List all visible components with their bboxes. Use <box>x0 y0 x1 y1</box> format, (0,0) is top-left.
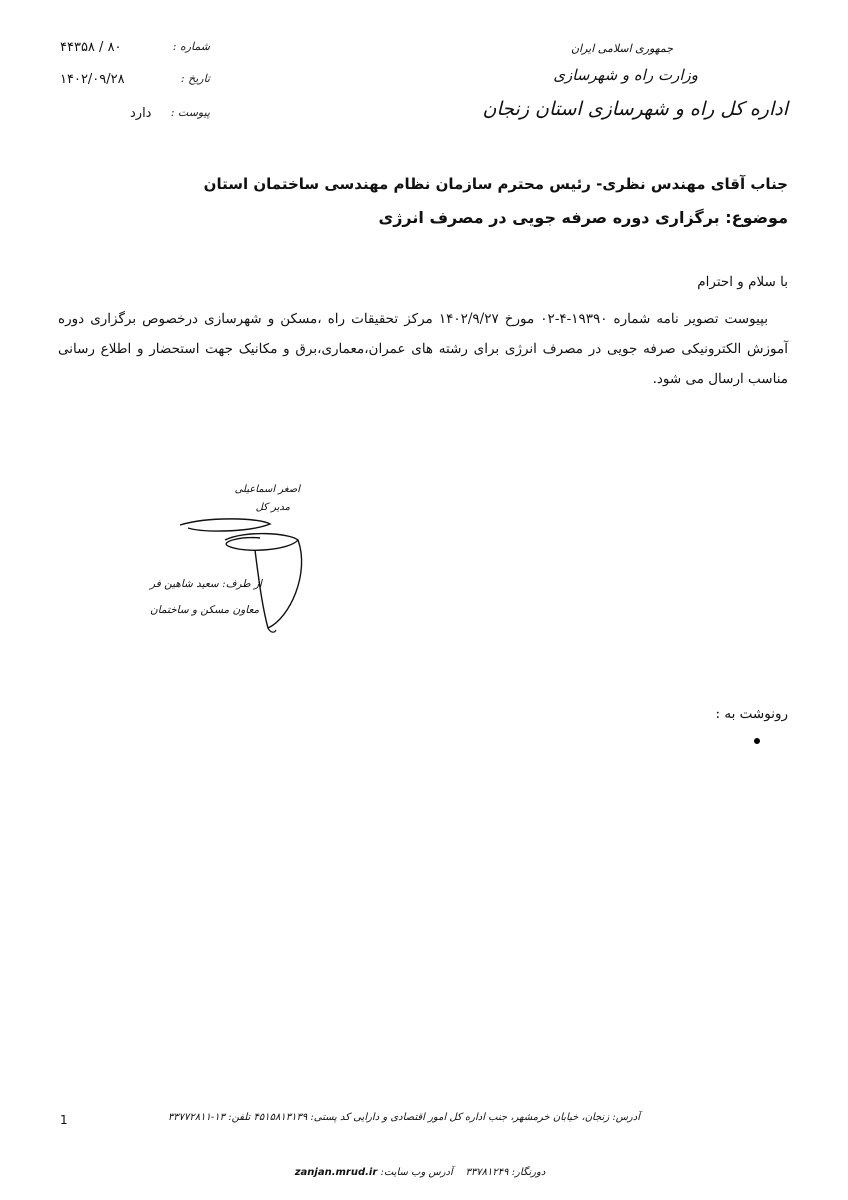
letterhead-republic: جمهوری اسلامی ایران <box>570 42 673 55</box>
footer-site-label: آدرس وب سایت: <box>380 1167 453 1178</box>
letterhead-ministry: وزارت راه و شهرسازی <box>553 66 698 84</box>
letter-date-label: تاریخ : <box>180 72 210 85</box>
cc-label: رونوشت به : <box>715 706 788 722</box>
cc-bullet <box>754 738 760 744</box>
letter-recipient: جناب آقای مهندس نظری- رئیس محترم سازمان نظام مهندسی ساختمان استان <box>203 175 788 193</box>
letter-number-label: شماره : <box>172 40 210 53</box>
footer-site-url[interactable]: zanjan.mrud.ir <box>294 1167 378 1178</box>
letter-body: بپیوست تصویر نامه شماره ۱۹۳۹۰-۴-۰۲ مورخ ۱۴۰۲/۹/۲۷ مرکز تحقیقات راه ،مسکن و شهرسازی درخصوص برگزاری دوره آموزش الکترونیکی صرفه جویی در مصرف انرژی برای رشته های عمران،معماری،برق و مکانیک جهت استحضار و اطلاع رسانی مناسب ارسال می شود. <box>58 311 788 387</box>
letter-subject: موضوع: برگزاری دوره صرفه جویی در مصرف انرژی <box>378 208 788 227</box>
letter-date-value: ۱۴۰۲/۰۹/۲۸ <box>60 72 125 87</box>
letter-greeting: با سلام و احترام <box>697 274 788 290</box>
letter-attachment-label: پیوست : <box>170 106 210 119</box>
signer-name: اصغر اسماعیلی <box>234 484 300 495</box>
letter-number-row <box>60 40 210 60</box>
handwritten-signature <box>150 478 320 648</box>
on-behalf-signer: از طرف: سعید شاهین فر <box>150 578 262 590</box>
letter-attachment-value: دارد <box>130 106 152 121</box>
signature-block <box>150 478 320 648</box>
signer-title: مدیر کل <box>255 502 290 513</box>
letter-number-value: ۸۰ / ۴۴۳۵۸ <box>60 40 122 55</box>
letterhead-department: اداره کل راه و شهرسازی استان زنجان <box>482 98 788 120</box>
deputy-title: معاون مسکن و ساختمان <box>150 604 260 616</box>
letter-attachment-row <box>60 106 210 126</box>
footer-fax: دورنگار: ۳۳۷۸۱۲۴۹ <box>465 1167 546 1178</box>
footer-contact-line <box>250 1167 590 1178</box>
page-number: 1 <box>60 1113 68 1127</box>
letter-date-row <box>60 72 210 92</box>
footer-address: آدرس: زنجان، خیابان خرمشهر، جنب اداره کل امور اقتصادی و دارایی کد پستی: ۴۵۱۵۸۱۳۱۳۹ تلفن: ۱۳-۳۳۷۷۲۸۱۱ <box>167 1112 640 1123</box>
